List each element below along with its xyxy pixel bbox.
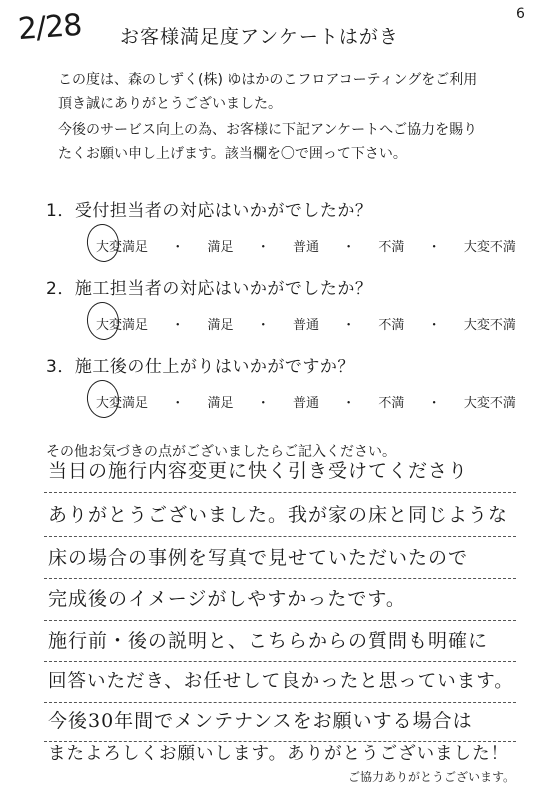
option-neutral[interactable]: 普通 [292,240,319,255]
comment-line: 完成後のイメージがしやすかったです。 [48,588,406,610]
selection-circle [85,300,122,342]
comment-line: ありがとうございました。我が家の床と同じような [48,504,509,526]
separator-dot: ・ [427,240,441,255]
option-satisfied[interactable]: 満足 [207,240,234,255]
comment-line: またよろしくお願いします。ありがとうございました！ [48,744,510,764]
writing-rule [44,578,516,579]
question-2: 2．施工担当者の対応はいかがでしたか？ [46,279,373,299]
intro-line: 今後のサービス向上の為、お客様に下記アンケートへご協力を賜り [58,122,478,138]
option-dissatisfied[interactable]: 不満 [378,396,405,411]
option-label: 大変満足 [96,396,149,411]
page-title: お客様満足度アンケートはがき [120,26,399,48]
option-satisfied[interactable]: 満足 [207,318,234,333]
thank-you-footer: ご協力ありがとうございます。 [347,770,515,784]
option-dissatisfied[interactable]: 不満 [378,240,405,255]
separator-dot: ・ [427,318,441,333]
question-3-options [96,392,516,411]
option-very-satisfied[interactable] [96,314,148,333]
intro-line: 頂き誠にありがとうございました。 [58,96,282,112]
separator-dot: ・ [427,396,441,411]
option-very-dissatisfied[interactable]: 大変不満 [463,396,516,411]
separator-dot: ・ [171,396,185,411]
separator-dot: ・ [171,318,185,333]
comment-prompt: その他お気づきの点がございましたらご記入ください。 [46,444,396,460]
intro-paragraph-2 [58,118,477,166]
selection-circle [85,222,122,264]
writing-rule [44,536,516,537]
separator-dot: ・ [256,318,270,333]
option-neutral[interactable]: 普通 [292,318,319,333]
question-1-options [96,236,516,255]
option-very-dissatisfied[interactable]: 大変不満 [463,318,516,333]
intro-line: たくお願い申し上げます。該当欄を〇で囲って下さい。 [58,146,407,162]
selection-circle [85,378,122,420]
separator-dot: ・ [342,396,356,411]
comment-line: 床の場合の事例を写真で見せていただいたので [48,547,469,569]
question-3: 3．施工後の仕上がりはいかがですか？ [46,357,355,377]
separator-dot: ・ [342,318,356,333]
intro-paragraph-1 [58,68,477,116]
option-dissatisfied[interactable]: 不満 [378,318,405,333]
separator-dot: ・ [256,240,270,255]
writing-rule [44,492,516,493]
separator-dot: ・ [171,240,185,255]
option-neutral[interactable]: 普通 [292,396,319,411]
comment-line: 今後30年間でメンテナンスをお願いする場合は [48,710,473,732]
comment-line: 当日の施行内容変更に快く引き受けてくださり [48,460,469,482]
option-very-satisfied[interactable] [96,392,148,411]
page-number: 6 [516,6,525,22]
separator-dot: ・ [342,240,356,255]
intro-line: この度は、森のしずく(株) ゆはかのこフロアコーティングをご利用 [58,72,478,88]
option-satisfied[interactable]: 満足 [207,396,234,411]
question-2-options [96,314,516,333]
separator-dot: ・ [256,396,270,411]
writing-rule [44,661,516,662]
question-1: 1．受付担当者の対応はいかがでしたか？ [46,201,373,221]
option-label: 大変満足 [96,240,149,255]
handwritten-date: 2/28 [16,7,83,48]
writing-rule [44,702,516,703]
option-very-dissatisfied[interactable]: 大変不満 [463,240,516,255]
option-very-satisfied[interactable] [96,236,148,255]
option-label: 大変満足 [96,318,149,333]
comment-line: 施行前・後の説明と、こちらからの質問も明確に [48,630,489,652]
writing-rule [44,620,516,621]
comment-line: 回答いただき、お任せして良かったと思っています。 [48,671,514,692]
